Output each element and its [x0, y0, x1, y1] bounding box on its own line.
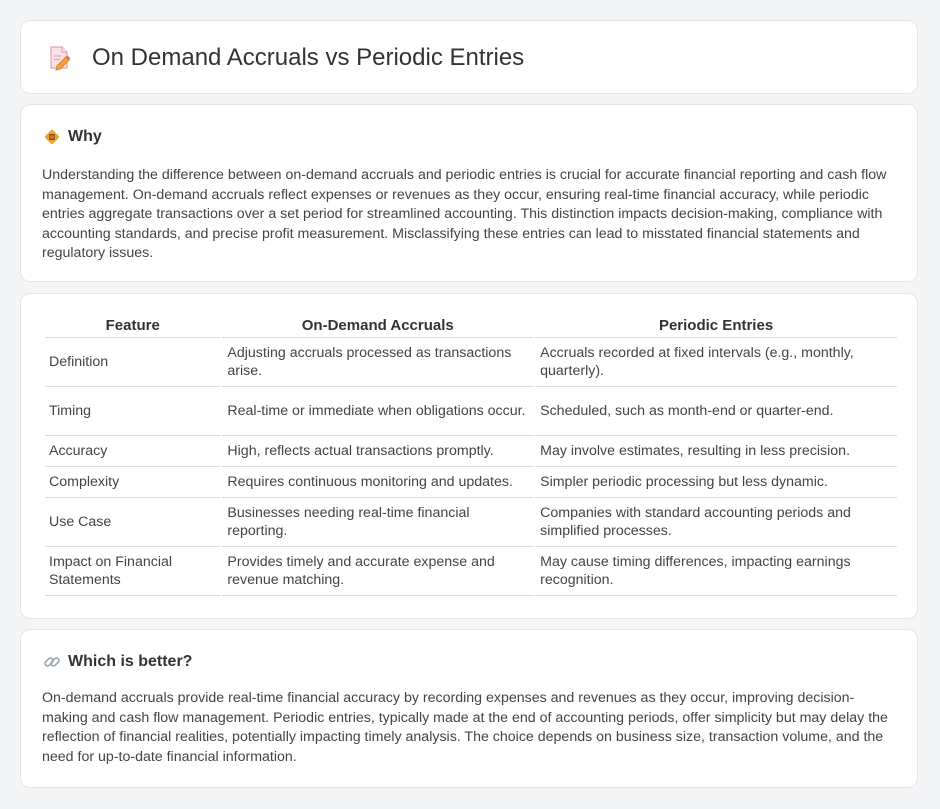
comparison-section [20, 293, 918, 619]
why-heading-row [43, 127, 102, 147]
which-is-better-section [20, 629, 918, 788]
row-on-demand-cell: Requires continuous monitoring and updates. [222, 467, 533, 498]
row-on-demand-cell: High, reflects actual transactions promptly. [222, 436, 533, 467]
title-card [20, 20, 918, 94]
diamond-warning-icon [43, 128, 61, 146]
row-on-demand-cell: Provides timely and accurate expense and revenue matching. [222, 547, 533, 596]
row-periodic-cell: May cause timing differences, impacting earnings recognition. [535, 547, 897, 596]
row-feature-cell: Accuracy [45, 436, 220, 467]
why-text: Understanding the difference between on-demand accruals and periodic entries is crucial for accurate financial reporting and cash flow management. On-demand accruals reflect expenses or revenues as they occur, ensuring real-time financial accuracy, while periodic entries aggregate transactions over a set period for streamlined accounting. This distinction impacts decision-making, compliance with accounting standards, and precise profit measurement. Misclassifying these entries can lead to misstated financial statements and regulatory issues. [42, 167, 887, 261]
header-feature: Feature [45, 316, 220, 338]
header-periodic-entries: Periodic Entries [535, 316, 897, 338]
row-on-demand-cell: Real-time or immediate when obligations occur. [222, 387, 533, 436]
why-heading: Why [68, 128, 102, 145]
row-feature-cell: Definition [45, 338, 220, 387]
header-on-demand-accruals: On-Demand Accruals [222, 316, 533, 338]
document-pencil-icon [48, 45, 72, 71]
row-periodic-cell: Accruals recorded at fixed intervals (e.g., monthly, quarterly). [535, 338, 897, 387]
row-feature-cell: Use Case [45, 498, 220, 547]
row-periodic-cell: May involve estimates, resulting in less precision. [535, 436, 897, 467]
table-row [45, 498, 897, 547]
comparison-table [43, 316, 899, 596]
better-text: On-demand accruals provide real-time financial accuracy by recording expenses and revenues as they occur, improving decision-making and cash flow management. Periodic entries, typically made at the end of accounting periods, offer simplicity but may delay the reflection of financial realities, potentially impacting timely analysis. The choice depends on business size, transaction volume, and the need for up-to-date financial information. [42, 690, 888, 765]
table-row [45, 547, 897, 596]
row-feature-cell: Complexity [45, 467, 220, 498]
table-row [45, 387, 897, 436]
row-periodic-cell: Companies with standard accounting periods and simplified processes. [535, 498, 897, 547]
table-row [45, 467, 897, 498]
table-row [45, 338, 897, 387]
row-on-demand-cell: Adjusting accruals processed as transactions arise. [222, 338, 533, 387]
table-row [45, 436, 897, 467]
row-feature-cell: Timing [45, 387, 220, 436]
row-periodic-cell: Simpler periodic processing but less dynamic. [535, 467, 897, 498]
better-heading: Which is better? [68, 653, 193, 670]
row-periodic-cell: Scheduled, such as month-end or quarter-end. [535, 387, 897, 436]
better-heading-row [43, 652, 192, 672]
row-feature-cell: Impact on Financial Statements [45, 547, 220, 596]
page-title: On Demand Accruals vs Periodic Entries [92, 44, 525, 71]
row-on-demand-cell: Businesses needing real-time financial reporting. [222, 498, 533, 547]
link-icon [43, 653, 61, 671]
why-section [20, 104, 918, 282]
table-header-row [45, 316, 897, 338]
